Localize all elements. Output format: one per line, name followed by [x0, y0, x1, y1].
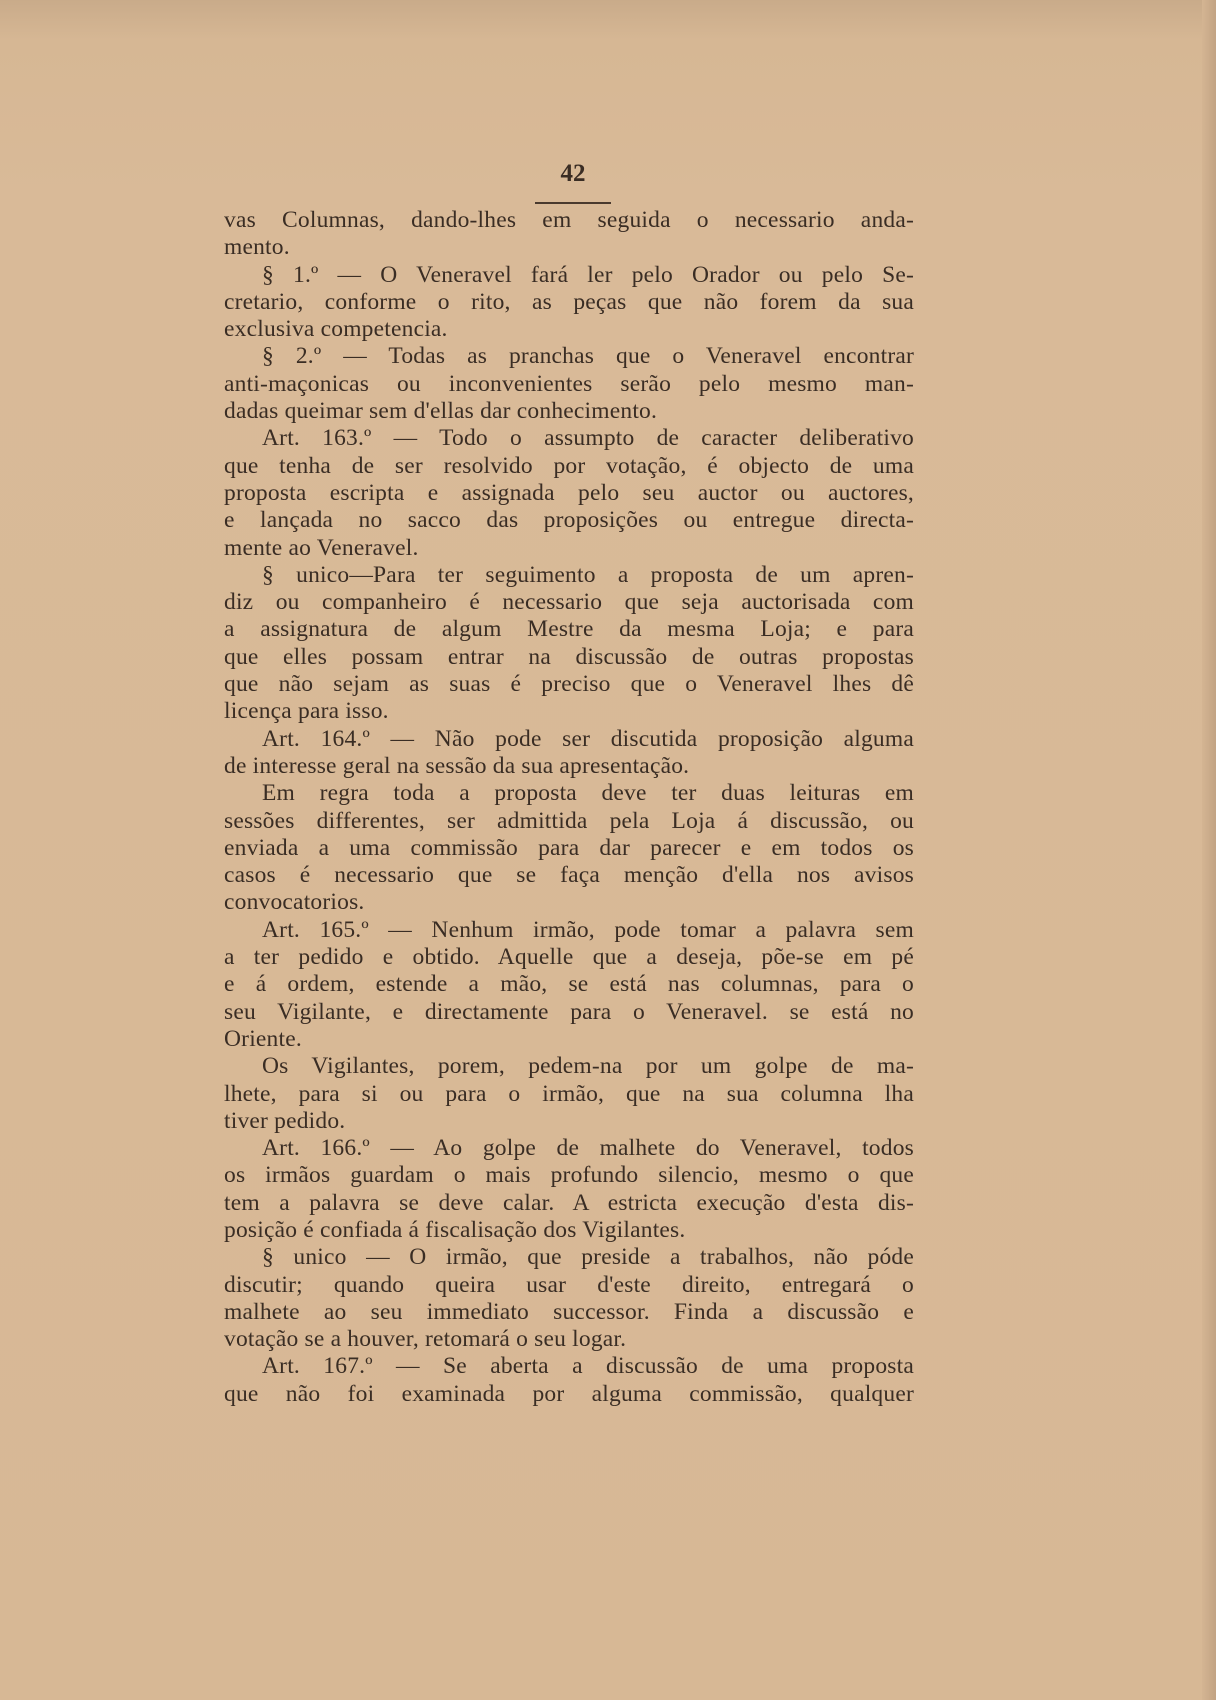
- page-edge: [1202, 0, 1216, 1700]
- text-line: tiver pedido.: [224, 1107, 346, 1134]
- text-line: proposta escripta e assignada pelo seu auctor ou auctores,: [224, 479, 914, 506]
- page-number-rule: [535, 202, 611, 204]
- text-line: Art. 163.º — Todo o assumpto de caracter deliberativo: [262, 425, 914, 452]
- text-line: de interesse geral na sessão da sua apresentação.: [224, 752, 690, 779]
- text-line: tem a palavra se deve calar. A estricta execução d'esta dis-: [224, 1189, 914, 1216]
- text-line: Os Vigilantes, porem, pedem-na por um golpe de ma-: [262, 1053, 914, 1080]
- text-line: lhete, para si ou para o irmão, que na sua columna lha: [224, 1080, 914, 1107]
- page-number: 42: [560, 160, 586, 187]
- text-line: votação se a houver, retomará o seu logar.: [224, 1326, 627, 1353]
- text-line: a ter pedido e obtido. Aquelle que a deseja, põe-se em pé: [224, 944, 914, 971]
- text-line: posição é confiada á fiscalisação dos Vigilantes.: [224, 1216, 686, 1243]
- text-line: e lançada no sacco das proposições ou entregue directa-: [224, 507, 914, 534]
- text-line: que não foi examinada por alguma commissão, qualquer: [224, 1380, 914, 1407]
- text-line: anti-maçonicas ou inconvenientes serão pelo mesmo man-: [224, 370, 914, 397]
- text-line: mento.: [224, 234, 290, 261]
- text-line: Art. 165.º — Nenhum irmão, pode tomar a palavra sem: [262, 916, 914, 943]
- text-line: enviada a uma commissão para dar parecer e em todos os: [224, 834, 914, 861]
- text-line: que elles possam entrar na discussão de outras propostas: [224, 643, 914, 670]
- text-line: exclusiva competencia.: [224, 316, 448, 343]
- text-line: cretario, conforme o rito, as peças que não forem da sua: [224, 288, 914, 315]
- text-line: vas Columnas, dando-lhes em seguida o necessario anda-: [224, 207, 914, 233]
- text-line: seu Vigilante, e directamente para o Veneravel. se está no: [224, 998, 914, 1025]
- text-line: § unico — O irmão, que preside a trabalhos, não póde: [262, 1244, 914, 1271]
- text-line: Art. 167.º — Se aberta a discussão de uma proposta: [262, 1353, 914, 1380]
- text-line: Art. 166.º — Ao golpe de malhete do Veneravel, todos: [262, 1135, 914, 1162]
- text-line: sessões differentes, ser admittida pela Loja á discussão, ou: [224, 807, 914, 834]
- text-line: que não sejam as suas é preciso que o Veneravel lhes dê: [224, 671, 914, 698]
- text-line: casos é necessario que se faça menção d'ella nos avisos: [224, 862, 914, 889]
- text-line: diz ou companheiro é necessario que seja auctorisada com: [224, 589, 914, 616]
- text-line: licença para isso.: [224, 698, 389, 725]
- text-line: que tenha de ser resolvido por votação, é objecto de uma: [224, 452, 914, 479]
- text-line: mente ao Veneravel.: [224, 534, 419, 561]
- text-line: § 2.º — Todas as pranchas que o Veneravel encontrar: [262, 343, 914, 370]
- text-line: Em regra toda a proposta deve ter duas leituras em: [262, 780, 914, 807]
- text-line: discutir; quando queira usar d'este direito, entregará o: [224, 1271, 914, 1298]
- text-line: dadas queimar sem d'ellas dar conhecimento.: [224, 398, 658, 425]
- text-line: e á ordem, estende a mão, se está nas columnas, para o: [224, 971, 914, 998]
- text-line: malhete ao seu immediato successor. Finda a discussão e: [224, 1298, 914, 1325]
- text-line: os irmãos guardam o mais profundo silencio, mesmo o que: [224, 1162, 914, 1189]
- text-line: § unico—Para ter seguimento a proposta de um apren-: [262, 561, 914, 588]
- text-line: Art. 164.º — Não pode ser discutida proposição alguma: [262, 725, 914, 752]
- body-text: [224, 207, 914, 1408]
- text-line: convocatorios.: [224, 889, 365, 916]
- text-line: Oriente.: [224, 1025, 302, 1052]
- text-line: § 1.º — O Veneravel fará ler pelo Orador ou pelo Se-: [262, 261, 914, 288]
- text-line: a assignatura de algum Mestre da mesma Loja; e para: [224, 616, 914, 643]
